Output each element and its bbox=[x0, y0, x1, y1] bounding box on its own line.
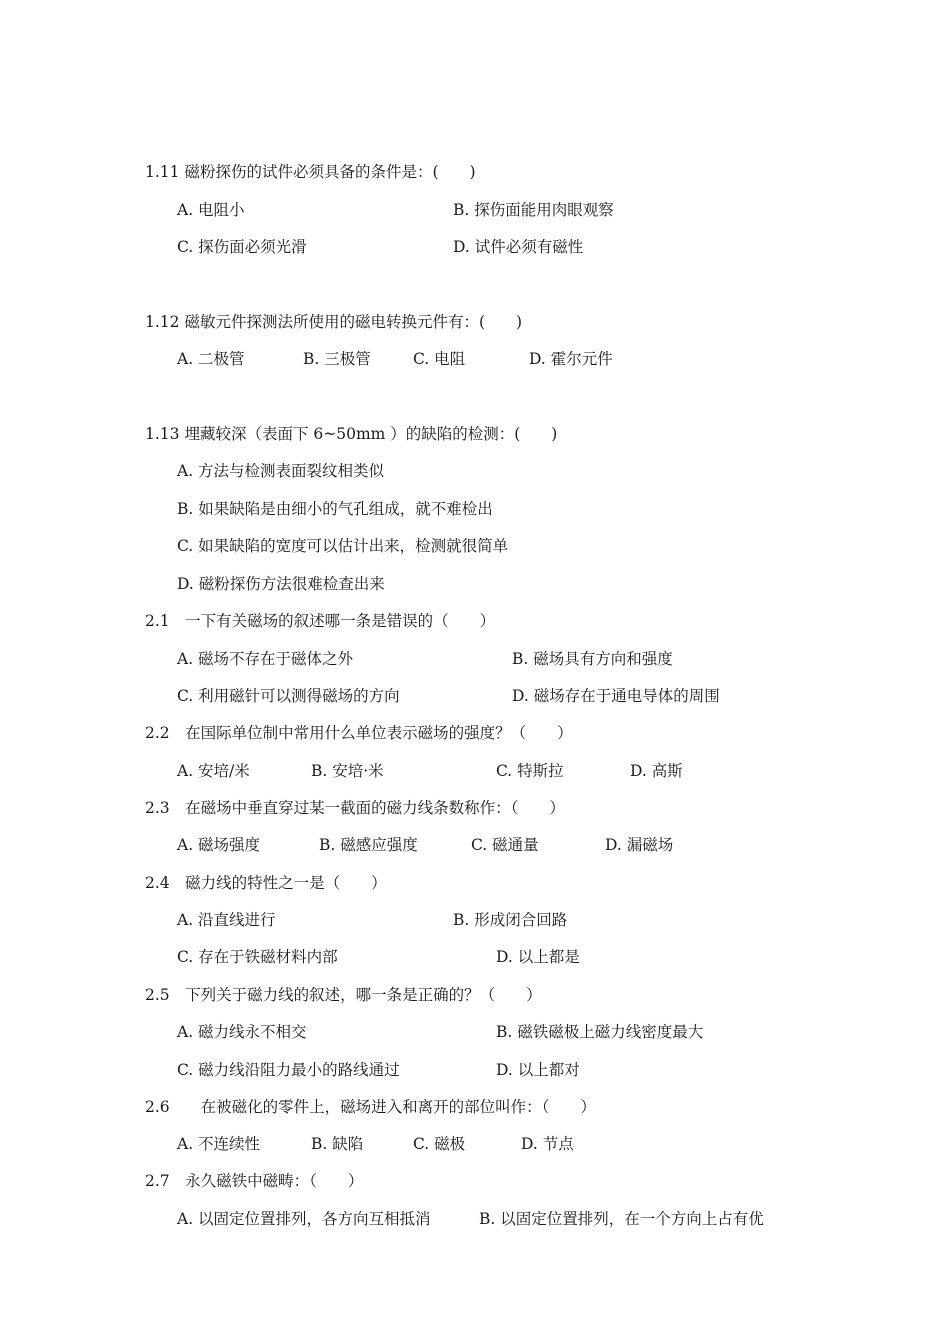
question-1-11-option-c: C. 探伤面必须光滑 bbox=[177, 238, 307, 256]
question-2-6-option-c: C. 磁极 bbox=[413, 1135, 466, 1153]
question-2-4-option-d: D. 以上都是 bbox=[496, 948, 580, 966]
question-2-1-stem: 2.1 一下有关磁场的叙述哪一条是错误的（ ） bbox=[145, 612, 496, 630]
question-1-12-option-c: C. 电阻 bbox=[413, 350, 466, 368]
question-2-1-option-c: C. 利用磁针可以测得磁场的方向 bbox=[177, 687, 400, 705]
question-2-6-option-d: D. 节点 bbox=[521, 1135, 574, 1153]
question-2-6-option-b: B. 缺陷 bbox=[311, 1135, 364, 1153]
question-2-3-option-c: C. 磁通量 bbox=[471, 836, 539, 854]
question-2-4-option-b: B. 形成闭合回路 bbox=[453, 911, 568, 929]
question-1-12-option-a: A. 二极管 bbox=[177, 350, 245, 368]
question-2-5-option-a: A. 磁力线永不相交 bbox=[177, 1023, 307, 1041]
question-2-2-option-a: A. 安培/米 bbox=[177, 762, 250, 780]
question-2-4-stem: 2.4 磁力线的特性之一是（ ） bbox=[145, 874, 387, 892]
question-1-11-option-b: B. 探伤面能用肉眼观察 bbox=[453, 201, 614, 219]
question-2-2-option-b: B. 安培·米 bbox=[311, 762, 384, 780]
question-2-3-option-b: B. 磁感应强度 bbox=[319, 836, 418, 854]
question-2-2-option-d: D. 高斯 bbox=[630, 762, 683, 780]
question-2-7-option-a: A. 以固定位置排列，各方向互相抵消 bbox=[177, 1210, 431, 1228]
question-2-3-option-d: D. 漏磁场 bbox=[605, 836, 674, 854]
question-2-2-stem: 2.2 在国际单位制中常用什么单位表示磁场的强度？（ ） bbox=[145, 724, 573, 742]
question-2-5-stem: 2.5 下列关于磁力线的叙述，哪一条是正确的？（ ） bbox=[145, 986, 542, 1004]
question-2-6-option-a: A. 不连续性 bbox=[177, 1135, 261, 1153]
question-1-13-option-a: A. 方法与检测表面裂纹相类似 bbox=[177, 462, 385, 480]
question-2-1-option-a: A. 磁场不存在于磁体之外 bbox=[177, 650, 354, 668]
question-1-13-option-d: D. 磁粉探伤方法很难检查出来 bbox=[177, 575, 385, 593]
question-2-5-option-b: B. 磁铁磁极上磁力线密度最大 bbox=[496, 1023, 704, 1041]
question-2-2-option-c: C. 特斯拉 bbox=[496, 762, 564, 780]
question-2-7-stem: 2.7 永久磁铁中磁畴：（ ） bbox=[145, 1172, 364, 1190]
question-2-6-stem: 2.6 在被磁化的零件上，磁场进入和离开的部位叫作：（ ） bbox=[145, 1098, 596, 1116]
question-2-5-option-c: C. 磁力线沿阻力最小的路线通过 bbox=[177, 1061, 400, 1079]
question-1-12-option-d: D. 霍尔元件 bbox=[529, 350, 613, 368]
question-2-7-option-b: B. 以固定位置排列，在一个方向上占有优 bbox=[479, 1210, 764, 1228]
question-1-13-option-c: C. 如果缺陷的宽度可以估计出来，检测就很简单 bbox=[177, 537, 509, 555]
question-1-12-option-b: B. 三极管 bbox=[303, 350, 371, 368]
question-2-1-option-d: D. 磁场存在于通电导体的周围 bbox=[512, 687, 720, 705]
question-2-3-stem: 2.3 在磁场中垂直穿过某一截面的磁力线条数称作：（ ） bbox=[145, 799, 565, 817]
question-2-1-option-b: B. 磁场具有方向和强度 bbox=[512, 650, 673, 668]
question-1-13-stem: 1.13 埋藏较深（表面下 6~50mm ）的缺陷的检测：( ) bbox=[145, 425, 558, 443]
question-1-11-option-d: D. 试件必须有磁性 bbox=[453, 238, 584, 256]
question-1-11-stem: 1.11 磁粉探伤的试件必须具备的条件是：( ) bbox=[145, 163, 476, 181]
question-2-4-option-c: C. 存在于铁磁材料内部 bbox=[177, 948, 338, 966]
question-1-13-option-b: B. 如果缺陷是由细小的气孔组成，就不难检出 bbox=[177, 500, 493, 518]
question-1-12-stem: 1.12 磁敏元件探测法所使用的磁电转换元件有：( ) bbox=[145, 313, 523, 331]
question-2-3-option-a: A. 磁场强度 bbox=[177, 836, 261, 854]
question-2-5-option-d: D. 以上都对 bbox=[496, 1061, 580, 1079]
question-1-11-option-a: A. 电阻小 bbox=[177, 201, 245, 219]
question-2-4-option-a: A. 沿直线进行 bbox=[177, 911, 276, 929]
